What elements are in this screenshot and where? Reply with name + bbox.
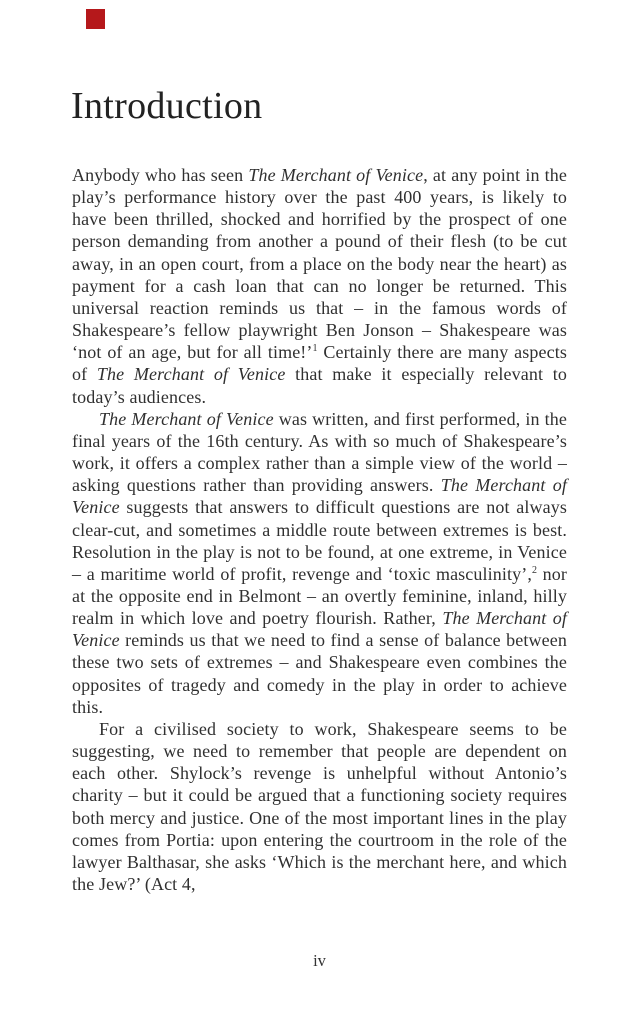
text-run: Anybody who has seen [72, 165, 249, 185]
paragraph [72, 164, 567, 408]
footnote-marker: 2 [532, 564, 537, 576]
text-run: suggests that answers to difficult questions are not always clear-cut, and sometimes a middle route between extremes is best. Resolution in the play is not to be found, at one extreme, in Venice – a maritime world of profit, revenge and ‘toxic masculinity’, [72, 497, 567, 584]
red-marker [86, 9, 105, 29]
paragraph [72, 718, 567, 895]
text-run: was written, and first performed, in the final years of the 16th century. As with so much of Shakespeare’s work, it offers a complex rather than a simple view of the world – asking questions rather than providing answers. [72, 408, 568, 496]
italic-title-run: The Merchant of Venice [248, 165, 424, 185]
paragraph [72, 408, 567, 718]
page-number: iv [313, 951, 326, 970]
page-title: Introduction [71, 85, 263, 127]
italic-title-run: The Merchant of Venice [96, 364, 286, 385]
text-run: reminds us that we need to find a sense of balance between these two sets of extremes – and Shakespeare even combines the opposites of tragedy and comedy in the play in order to achieve this. [72, 630, 567, 717]
text-run: nor at the opposite end in Belmont – an overtly feminine, inland, hilly realm in which love and poetry flourish. Rather, [72, 563, 567, 629]
italic-title-run: The Merchant of Venice [72, 475, 567, 518]
italic-title-run: The Merchant of Venice [99, 408, 274, 429]
italic-title-run: The Merchant of Venice [72, 608, 567, 651]
footnote-marker: 1 [312, 343, 318, 355]
text-run: Certainly there are many aspects of [72, 342, 568, 385]
text-run: , at any point in the play’s performance history over the past 400 years, is likely to have been thrilled, shocked and horrified by the prospect of one person demanding from another a pound of their flesh (to be cut away, in an open court, from a place on the body near the heart) as payment for a cash loan that can no longer be returned. This universal reaction reminds us that – in the famous words of Shakespeare’s fellow playwright Ben Jonson – Shakespeare was ‘not of an age, but for all time!’ [72, 165, 568, 363]
text-run: For a civilised society to work, Shakespeare seems to be suggesting, we need to remember that people are dependent on each other. Shylock’s revenge is unhelpful without Antonio’s charity – but it could be argued that a functioning society requires both mercy and justice. One of the most important lines in the play comes from Portia: upon entering the courtroom in the role of the lawyer Balthasar, she asks ‘Which is the merchant here, and which the Jew?’ (Act 4, [72, 718, 567, 894]
article-body [72, 164, 567, 895]
text-run: that make it especially relevant to today’s audiences. [72, 364, 567, 407]
